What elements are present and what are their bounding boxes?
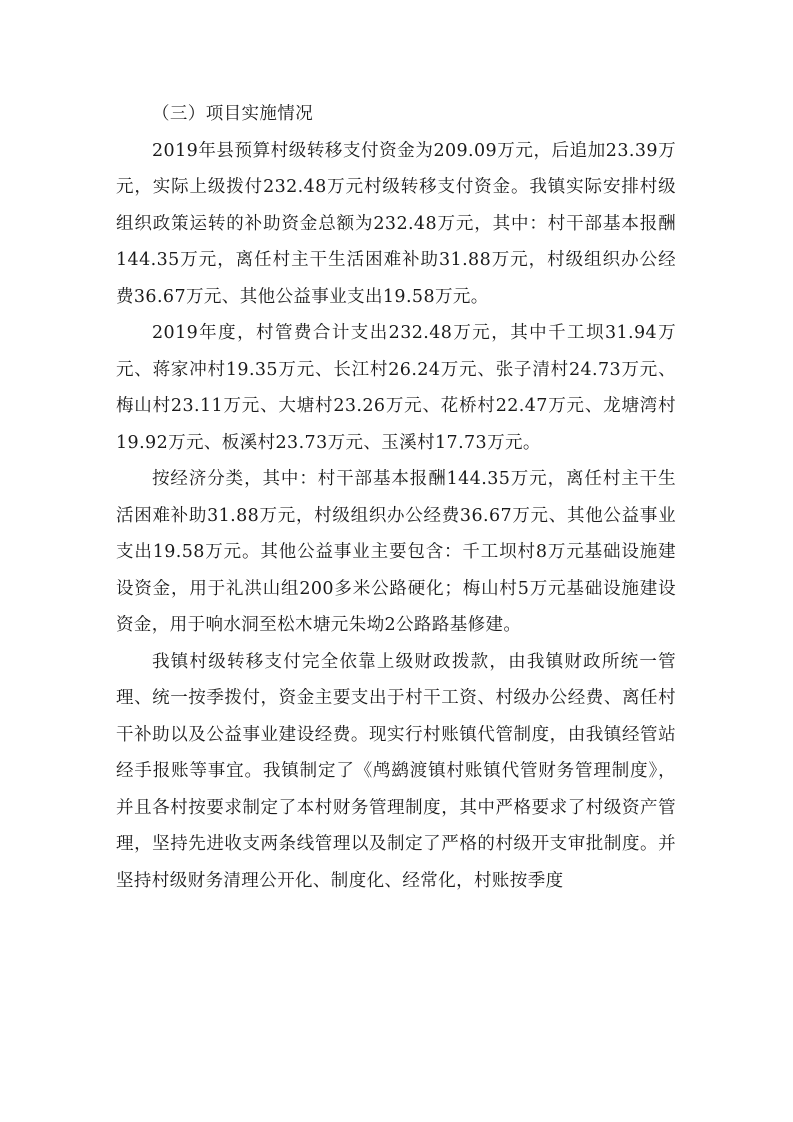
paragraph-budget: 2019年县预算村级转移支付资金为209.09万元，后追加23.39万元，实际上级拨付232.48万元村级转移支付资金。我镇实际安排村级组织政策运转的补助资金总额为232.48万元，其中：村干部基本报酬144.35万元，离任村主干生活困难补助31.88万元，村级组织办公经费36.67万元、其他公益事业支出19.58万元。 (116, 140, 676, 307)
section-heading: （三）项目实施情况 (152, 104, 314, 124)
paragraph-economic-classification: 按经济分类，其中：村干部基本报酬144.35万元，离任村主干生活困难补助31.88万元，村级组织办公经费36.67万元、其他公益事业支出19.58万元。其他公益事业主要包含：千工坝村8万元基础设施建设资金，用于礼洪山组200多米公路硬化；梅山村5万元基础设施建设资金，用于响水洞至松木塘元朱坳2公路路基修建。 (116, 469, 676, 635)
document-body (116, 96, 676, 899)
paragraph-management: 我镇村级转移支付完全依靠上级财政拨款，由我镇财政所统一管理、统一按季拨付，资金主要支出于村干工资、村级办公经费、离任村干补助以及公益事业建设经费。现实行村账镇代管制度，由我镇经管站经手报账等事宜。我镇制定了《鸬鹚渡镇村账镇代管财务管理制度》，并且各村按要求制定了本村财务管理制度，其中严格要求了村级资产管理，坚持先进收支两条线管理以及制定了严格的村级开支审批制度。并坚持村级财务清理公开化、制度化、经常化，村账按季度 (116, 651, 676, 891)
paragraph-village-expenditure: 2019年度，村管费合计支出232.48万元，其中千工坝31.94万元、蒋家冲村19.35万元、长江村26.24万元、张子清村24.73万元、梅山村23.11万元、大塘村23.26万元、花桥村22.47万元、龙塘湾村19.92万元、板溪村23.73万元、玉溪村17.73万元。 (116, 323, 676, 453)
